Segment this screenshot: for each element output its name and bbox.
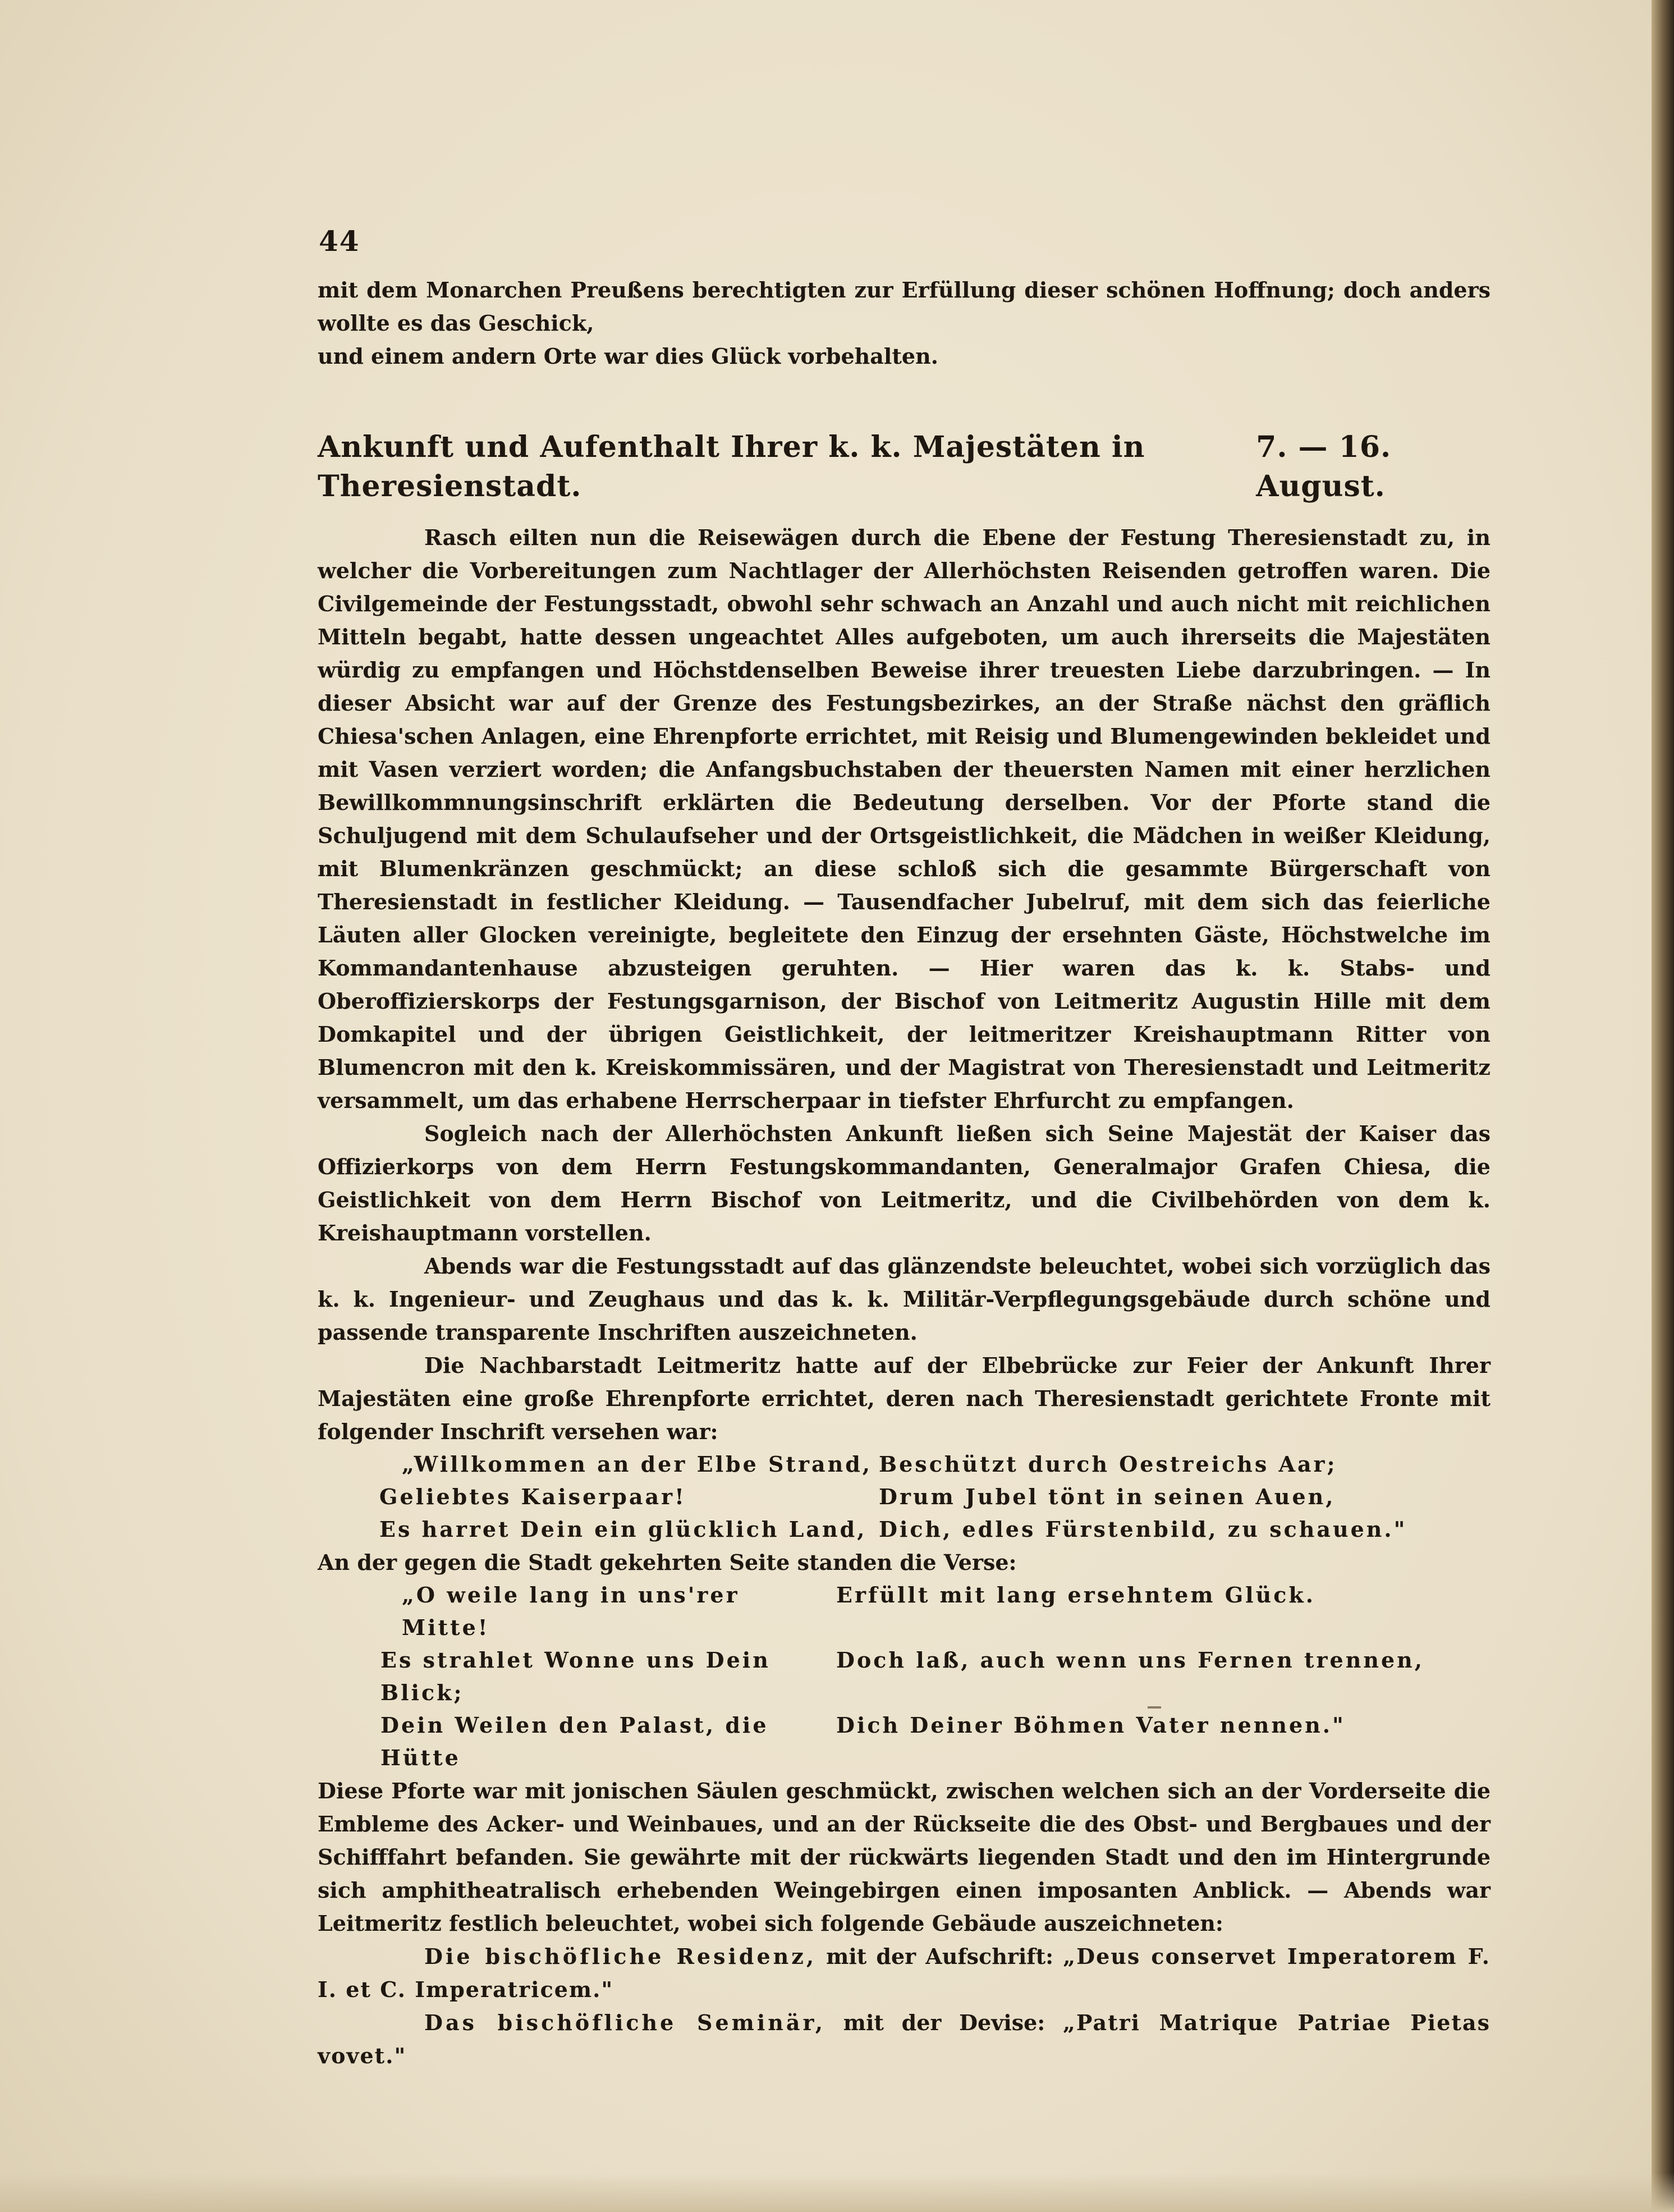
section-title: Ankunft und Aufenthalt Ihrer k. k. Majestäten in Theresienstadt. [318, 430, 1145, 503]
verse-intro: An der gegen die Stadt gekehrten Seite standen die Verse: [318, 1550, 1017, 1575]
section-heading [318, 428, 1490, 506]
paragraph-arrival: Rasch eilten nun die Reisewägen durch die Ebene der Festung Theresienstadt zu, in welcher die Vorbereitungen zum Nachtlager der Allerhöchsten Reisenden getroffen waren. Die Civilgemeinde der Festungsstadt, obwohl sehr schwach an Anzahl und auch nicht mit reichlichen Mitteln begabt, hatte dessen ungeachtet Alles aufgeboten, um auch ihrerseits die Majestäten würdig zu empfangen und Höchstdenselben Beweise ihrer treuesten Liebe darzubringen. — In dieser Absicht war auf der Grenze des Festungsbezirkes, an der Straße nächst den gräflich Chiesa'schen Anlagen, eine Ehrenpforte errichtet, mit Reisig und Blumengewinden bekleidet und mit Vasen verziert worden; die Anfangsbuchstaben der theuersten Namen mit einer herzlichen Bewillkommnungsinschrift erklärten die Bedeutung derselben. Vor der Pforte stand die Schuljugend mit dem Schulaufseher und der Ortsgeistlichkeit, die Mädchen in weißer Kleidung, mit Blumenkränzen geschmückt; an diese schloß sich die gesammte Bürgerschaft von Theresienstadt in festlicher Kleidung. — Tausendfacher Jubelruf, mit dem sich das feierliche Läuten aller Glocken vereinigte, begleitete den Einzug der ersehnten Gäste, Höchstwelche im Kommandantenhause abzusteigen geruhten. — Hier waren das k. k. Stabs- und Oberoffizierskorps der Festungsgarnison, der Bischof von Leitmeritz Augustin Hille mit dem Domkapitel und der übrigen Geistlichkeit, der leitmeritzer Kreishauptmann Ritter von Blumencron mit den k. Kreiskommissären, und der Magistrat von Theresienstadt und Leitmeritz versammelt, um das erhabene Herrscherpaar in tiefster Ehrfurcht zu empfangen. [318, 525, 1490, 1113]
paragraph-gate-description: Diese Pforte war mit jonischen Säulen geschmückt, zwischen welchen sich an der Vorderseite die Embleme des Acker- und Weinbaues, und an der Rückseite die des Obst- und Bergbaues und der Schifffahrt befanden. Sie gewährte mit der rückwärts liegenden Stadt und den im Hintergrunde sich amphitheatralisch erhebenden Weingebirgen einen imposanten Anblick. — Abends war Leitmeritz festlich beleuchtet, wobei sich folgende Gebäude auszeichneten: [318, 1778, 1490, 1936]
paragraph-illumination: Abends war die Festungsstadt auf das glänzendste beleuchtet, wobei sich vorzüglich das k. k. Ingenieur- und Zeughaus und das k. k. Militär-Verpflegungsgebäude durch schöne und passende transparente Inschriften auszeichneten. [318, 1253, 1490, 1345]
verse-front-line-3b: Dich, edles Fürstenbild, zu schauen." [879, 1517, 1407, 1542]
verse-front-line-3a: Es harret Dein ein glücklich Land, [379, 1517, 867, 1542]
intro-line-2: und einem andern Orte war dies Glück vorbehalten. [318, 344, 938, 369]
verse-front-line-2a: Geliebtes Kaiserpaar! [379, 1484, 686, 1509]
verse-back-line-1a: „O weile lang in uns'rer Mitte! [402, 1582, 740, 1640]
paragraph-leitmeritz-gate: Die Nachbarstadt Leitmeritz hatte auf der Elbebrücke zur Feier der Ankunft Ihrer Majestäten eine große Ehrenpforte errichtet, deren nach Theresienstadt gerichtete Fronte mit folgender Inschrift versehen war: [318, 1353, 1490, 1444]
residence-motto: „Deus conservet Imperatorem F. I. et C. Imperatricem." [318, 1944, 1490, 2002]
verse-front-line-1b: Beschützt durch Oestreichs Aar; [879, 1451, 1337, 1477]
book-binding-edge [1652, 0, 1674, 2212]
verse-back-line-1b: Erfüllt mit lang ersehntem Glück. [836, 1582, 1315, 1608]
verse-back-line-1 [402, 1579, 1490, 1644]
verse-back-line-2a: Es strahlet Wonne uns Dein Blick; [380, 1647, 771, 1705]
page-content [318, 225, 1490, 2072]
verse-back-line-3a: Dein Weilen den Palast, die Hütte [380, 1712, 769, 1770]
paragraph-presentation: Sogleich nach der Allerhöchsten Ankunft ließen sich Seine Majestät der Kaiser das Offizierkorps von dem Herrn Festungskommandanten, Generalmajor Grafen Chiesa, die Geistlichkeit von dem Herrn Bischof von Leitmeritz, und die Civilbehörden von dem k. Kreishauptmann vorstellen. [318, 1121, 1490, 1245]
verse-back-line-2b: Doch laß, auch wenn uns Fernen trennen, [836, 1647, 1424, 1673]
residence-inscription [318, 1940, 1490, 2006]
verse-front [318, 1448, 1490, 1546]
verse-front-line-1a: „Willkommen an der Elbe Strand, [402, 1451, 873, 1477]
verse-back-line-2 [380, 1644, 1490, 1709]
seminary-mid: mit der Devise: [843, 2010, 1045, 2035]
verse-back-line-3b: Dich Deiner Böhmen Vater nennen." [836, 1712, 1346, 1738]
page-bottom-edge [0, 2173, 1674, 2212]
section-dates: 7. — 16. August. [1256, 430, 1392, 503]
verse-front-line-3 [379, 1513, 1490, 1546]
seminary-motto: „Patri Matrique Patriae Pietas vovet." [318, 2010, 1490, 2068]
intro-line-1: mit dem Monarchen Preußens berechtigten zur Erfüllung dieser schönen Hoffnung; doch anders wollte es das Geschick, [318, 277, 1490, 336]
page-number: 44 [319, 225, 360, 258]
residence-mid: mit der Aufschrift: [826, 1944, 1054, 1969]
verse-front-line-1 [402, 1448, 1490, 1481]
verse-front-line-2 [379, 1481, 1490, 1513]
seminary-inscription [318, 2006, 1490, 2072]
verse-back [318, 1579, 1490, 1774]
verse-back-line-3 [380, 1709, 1490, 1774]
seminary-label: Das bischöfliche Seminär, [424, 2010, 826, 2035]
verse-front-line-2b: Drum Jubel tönt in seinen Auen, [879, 1484, 1336, 1509]
residence-label: Die bischöfliche Residenz, [424, 1944, 817, 1969]
